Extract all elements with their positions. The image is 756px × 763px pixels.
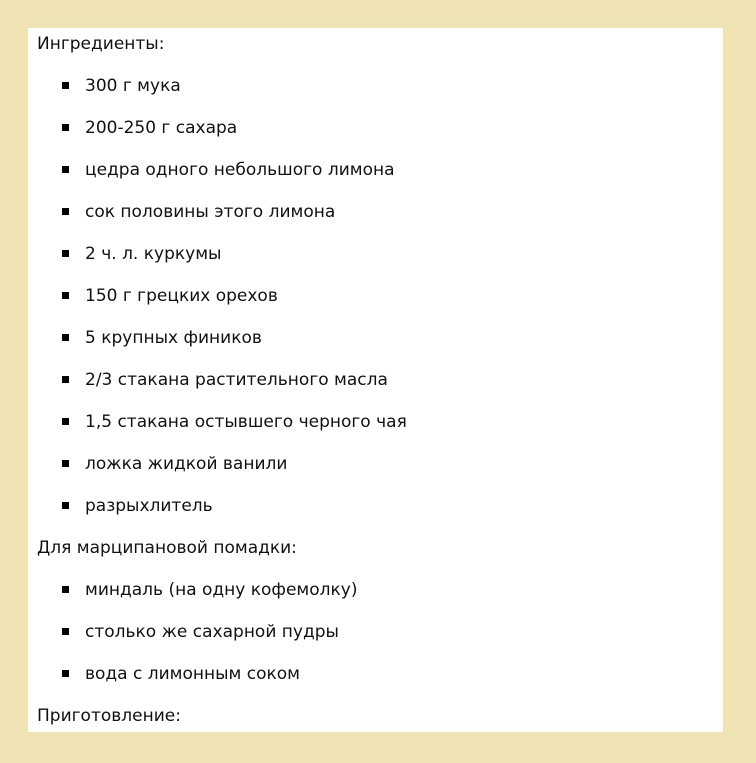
square-bullet-icon <box>62 208 69 215</box>
ingredient-text: ложка жидкой ванили <box>85 454 288 474</box>
list-item <box>28 118 723 160</box>
square-bullet-icon <box>62 124 69 131</box>
square-bullet-icon <box>62 250 69 257</box>
marzipan-ingredient-text: столько же сахарной пудры <box>85 622 339 642</box>
list-item <box>28 370 723 412</box>
ingredient-text: разрыхлитель <box>85 496 213 516</box>
square-bullet-icon <box>62 586 69 593</box>
list-item <box>28 664 723 706</box>
list-item <box>28 76 723 118</box>
square-bullet-icon <box>62 82 69 89</box>
list-item <box>28 580 723 622</box>
ingredient-text: 300 г мука <box>85 76 181 96</box>
list-item <box>28 412 723 454</box>
square-bullet-icon <box>62 292 69 299</box>
ingredient-text: 2/3 стакана растительного масла <box>85 370 388 390</box>
square-bullet-icon <box>62 628 69 635</box>
ingredients-heading: Ингредиенты: <box>37 34 165 54</box>
marzipan-heading: Для марципановой помадки: <box>37 538 297 558</box>
ingredient-text: сок половины этого лимона <box>85 202 336 222</box>
ingredients-list <box>28 76 723 538</box>
ingredient-text: 150 г грецких орехов <box>85 286 278 306</box>
square-bullet-icon <box>62 334 69 341</box>
ingredient-text: 2 ч. л. куркумы <box>85 244 222 264</box>
ingredient-text: цедра одного небольшого лимона <box>85 160 395 180</box>
ingredient-text: 5 крупных фиников <box>85 328 262 348</box>
list-item <box>28 202 723 244</box>
square-bullet-icon <box>62 670 69 677</box>
recipe-document <box>28 28 723 732</box>
ingredient-text: 1,5 стакана остывшего черного чая <box>85 412 407 432</box>
square-bullet-icon <box>62 166 69 173</box>
list-item <box>28 496 723 538</box>
list-item <box>28 160 723 202</box>
preparation-heading: Приготовление: <box>37 706 181 726</box>
ingredient-text: 200-250 г сахара <box>85 118 238 138</box>
list-item <box>28 328 723 370</box>
list-item <box>28 286 723 328</box>
marzipan-list <box>28 580 723 706</box>
marzipan-ingredient-text: миндаль (на одну кофемолку) <box>85 580 358 600</box>
square-bullet-icon <box>62 418 69 425</box>
list-item <box>28 454 723 496</box>
square-bullet-icon <box>62 460 69 467</box>
square-bullet-icon <box>62 502 69 509</box>
list-item <box>28 622 723 664</box>
list-item <box>28 244 723 286</box>
square-bullet-icon <box>62 376 69 383</box>
marzipan-ingredient-text: вода с лимонным соком <box>85 664 301 684</box>
